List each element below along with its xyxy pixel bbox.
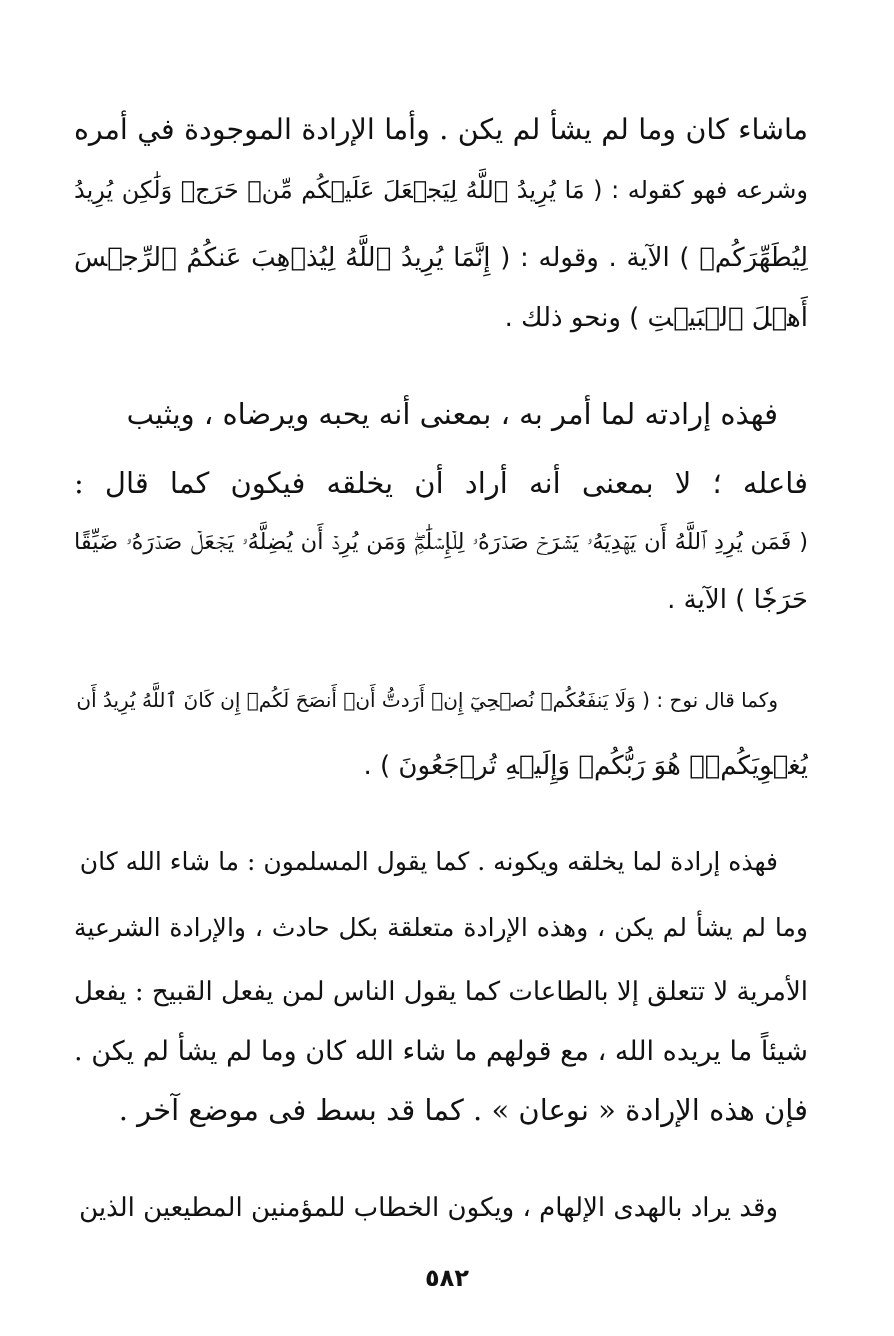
text-line: فاعله ؛ لا بمعنى أنه أراد أن يخلقه فيكون كما قال : [74,466,808,500]
text-line: وما لم يشأ لم يكن ، وهذه الإرادة متعلقة بكل حادث ، والإرادة الشرعية [74,913,808,942]
text-line: وقد يراد بالهدى الإلهام ، ويكون الخطاب للمؤمنين المطيعين الذين [79,1193,778,1223]
text-line: فإن هذه الإرادة « نوعان » . كما قد بسط فى موضع آخر . [118,1093,808,1127]
text-line: وشرعه فهو كقوله : ( مَا يُرِيدُ ٱللَّهُ لِيَجۡعَلَ عَلَيۡكُم مِّنۡ حَرَجٖ وَلَٰكِن يُرِيدُ [74,176,808,204]
text-line: ماشاء كان وما لم يشأ لم يكن . وأما الإرادة الموجودة في أمره [74,113,808,146]
text-line: وكما قال نوح : ( وَلَا يَنفَعُكُمۡ نُصۡحِيٓ إِنۡ أَرَدتُّ أَنۡ أَنصَحَ لَكُمۡ إِن كَانَ ٱللَّهُ يُرِيدُ أَن [76,688,778,712]
text-line: يُغۡوِيَكُمۡۚ هُوَ رَبُّكُمۡ وَإِلَيۡهِ تُرۡجَعُونَ ) . [363,751,808,781]
text-line: حَرَجٗا ) الآية . [667,585,808,615]
text-line: ( فَمَن يُرِدِ ٱللَّهُ أَن يَهۡدِيَهُۥ يَشۡرَحۡ صَدۡرَهُۥ لِلۡإِسۡلَٰمِۖ وَمَن يُرِدۡ أَن يُضِلَّهُۥ يَجۡعَلۡ صَدۡرَهُۥ ضَيِّقًا [74,529,808,555]
text-line: فهذه إرادته لما أمر به ، بمعنى أنه يحبه ويرضاه ، ويثيب [126,397,778,431]
text-line: شيئاً ما يريده الله ، مع قولهم ما شاء الله كان وما لم يشأ لم يكن . [74,1036,808,1067]
text-line: أَهۡلَ ٱلۡبَيۡتِ ) ونحو ذلك . [504,303,808,333]
page-number: ٥٨٢ [425,1264,469,1292]
text-line: فهذه إرادة لما يخلقه ويكونه . كما يقول المسلمون : ما شاء الله كان [79,847,778,876]
text-line: لِيُطَهِّرَكُمۡ ) الآية . وقوله : ( إِنَّمَا يُرِيدُ ٱللَّهُ لِيُذۡهِبَ عَنكُمُ ٱلرِّجۡسَ [74,243,808,273]
text-line: الأمرية لا تتعلق إلا بالطاعات كما يقول الناس لمن يفعل القبيح : يفعل [74,977,808,1007]
